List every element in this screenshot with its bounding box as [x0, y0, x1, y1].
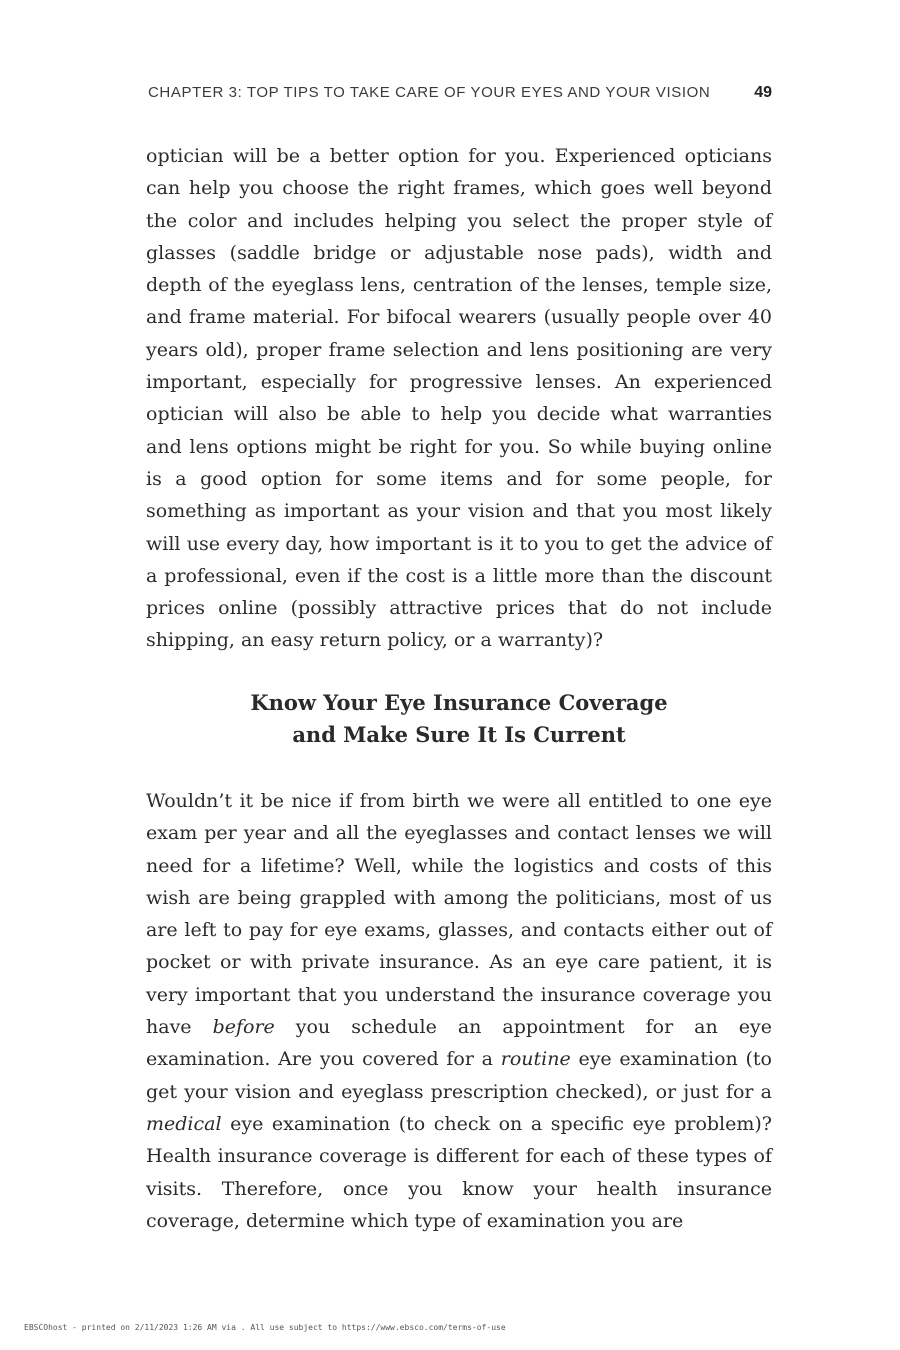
section-heading — [146, 687, 772, 751]
emphasis-text: routine — [500, 1048, 571, 1071]
print-footer: EBSCOhost - printed on 2/11/2023 1:26 AM via . All use subject to https://www.ebsco.com/terms-of-use — [24, 1323, 506, 1332]
paragraph-text: Wouldn’t it be nice if from birth we were all entitled to one eye exam per year and all the eyeglasses and contact lenses we will need for a lifetime? Well, while the logistics and costs of this wish are being grappled with among the politicians, most of us are left to pay for eye exams, glasses, and contacts either out of pocket or with private insurance. As an eye care patient, it is very important that you understand the insurance coverage you have — [146, 790, 772, 1039]
body-paragraph: optician will be a better option for you. Experienced opticians can help you choose the right frames, which goes well beyond the color and includes helping you select the proper style of glasses (saddle bridge or adjustable nose pads), width and depth of the eyeglass lens, centration of the lenses, temple size, and frame material. For bifocal wearers (usually people over 40 years old), proper frame selection and lens positioning are very important, especially for progressive lenses. An experienced optician will also be able to help you decide what warranties and lens options might be right for you. So while buying online is a good option for some items and for some people, for something as important as your vision and that you most likely will use every day, how important is it to you to get the advice of a professional, even if the cost is a little more than the discount prices online (possibly attractive prices that do not include shipping, an easy return policy, or a warranty)? — [146, 145, 772, 652]
emphasis-text: before — [212, 1016, 275, 1039]
body-paragraph — [146, 785, 772, 1237]
paragraph-text: you schedule an appointment for an eye examination. Are you covered for a — [146, 1016, 772, 1071]
section-heading-line: Know Your Eye Insurance Coverage — [250, 690, 668, 715]
chapter-title: CHAPTER 3: TOP TIPS TO TAKE CARE OF YOUR EYES AND YOUR VISION — [148, 84, 711, 101]
running-head — [148, 84, 772, 102]
emphasis-text: medical — [146, 1112, 222, 1135]
section-heading-line: and Make Sure It Is Current — [292, 722, 626, 747]
paragraph-text: eye examination (to get your vision and eyeglass prescription checked), or just for a — [146, 1048, 772, 1103]
page-number: 49 — [754, 84, 772, 101]
paragraph-text: eye examination (to check on a specific eye problem)? Health insurance coverage is different for each of these types of visits. Therefore, once you know your health insurance coverage, determine which type of examination you are — [146, 1112, 772, 1232]
